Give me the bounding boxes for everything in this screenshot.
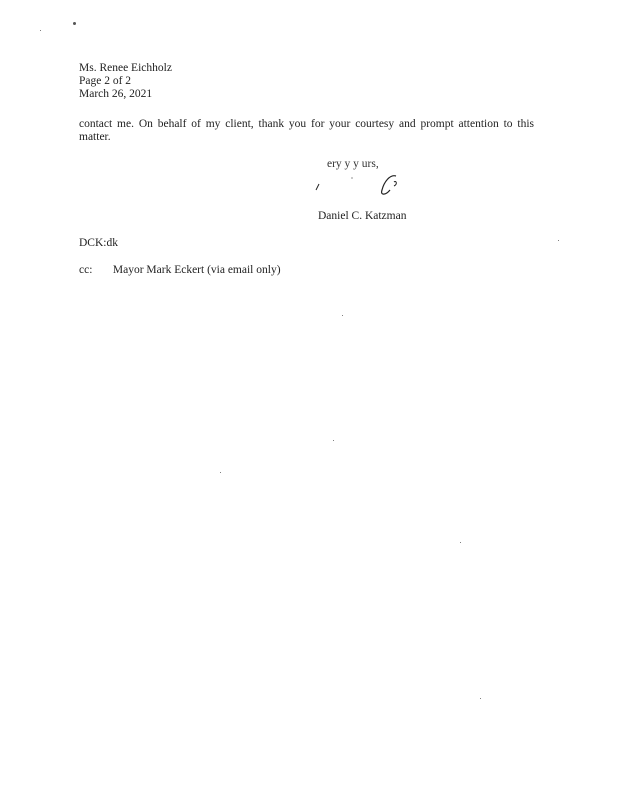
typist-initials: DCK:dk [79,237,118,249]
letter-body-paragraph: contact me. On behalf of my client, thank you for your courtesy and prompt attention to this matter. [79,118,534,143]
cc-recipient: Mayor Mark Eckert (via email only) [112,264,281,276]
cc-label: cc: [79,264,93,276]
scan-speck [342,315,343,316]
scan-speck [333,440,334,441]
letter-date: March 26, 2021 [79,88,153,100]
recipient-name: Ms. Renee Eichholz [79,62,172,74]
page-number: Page 2 of 2 [79,75,132,87]
signer-name: Daniel C. Katzman [318,210,407,222]
cc-line [79,264,281,276]
scan-speck [460,542,461,543]
scan-speck [73,22,76,25]
scan-speck [558,240,559,241]
scan-speck [40,30,41,31]
letter-header [79,62,172,101]
signature-mark [310,170,400,200]
scan-speck [480,698,481,699]
closing-salutation: ery y y urs, [327,158,379,170]
scan-speck [220,472,221,473]
